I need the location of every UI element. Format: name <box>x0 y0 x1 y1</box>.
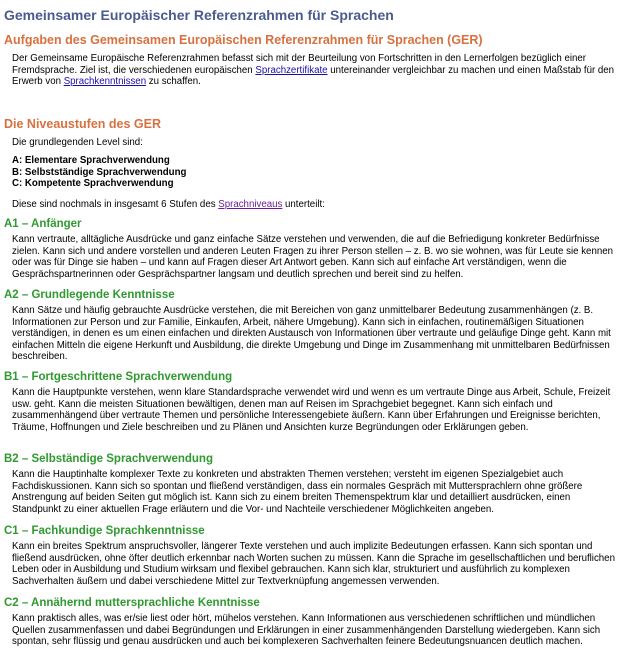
stufen-intro <box>12 199 617 211</box>
stufe-text-b1: Kann die Hauptpunkte verstehen, wenn klare Standardsprache verwendet wird und wenn es um vertraute Dinge aus Arbeit, Schule, Freizeit usw. geht. Kann die meisten Situationen bewältigen, denen man auf Reisen im Sprachgebiet begegnet. Kann sich einfach und zusammenhängend über vertraute Themen und persönliche Interessengebiete äußern. Kann über Erfahrungen und Ereignisse berichten, Träume, Hoffnungen und Ziele beschreiben und zu Plänen und Ansichten kurze Begründungen oder Erklärungen geben. <box>12 387 611 433</box>
aufgaben-text-before: Der Gemeinsame Europäische Referenzrahmen befasst sich mit der Beurteilung von Fortschritten in den Lernerfolgen bezüglich einer Fremdsprache. Ziel ist, die verschiedenen europäischen <box>12 53 587 76</box>
aufgaben-text-middle: untereinander vergleichbar zu machen und einen Maßstab für den Erwerb von <box>12 64 615 88</box>
stufe-heading-b2: B2 – Selbständige Sprachverwendung <box>4 453 213 465</box>
section-heading-niveaustufen: Die Niveaustufen des GER <box>4 117 161 131</box>
stufe-heading-c2: C2 – Annähernd muttersprachliche Kenntnisse <box>4 597 260 609</box>
sprachzertifikate-link[interactable]: Sprachzertifikate <box>255 64 328 76</box>
stufe-text-b2: Kann die Hauptinhalte komplexer Texte zu konkreten und abstrakten Themen verstehen; versteht im eigenen Spezialgebiet auch Fachdiskussionen. Kann sich so spontan und fließend verständigen, dass ein normales Gespräch mit Muttersprachlern ohne größere Anstrengung auf beiden Seiten gut möglich ist. Kann sich zu einem breiten Themenspektrum klar und detailliert ausdrücken, einen Standpunkt zu einer aktuellen Frage erläutern und die Vor- und Nachteile verschiedener Möglichkeiten angeben. <box>12 469 583 515</box>
stufe-text-a1: Kann vertraute, alltägliche Ausdrücke und ganz einfache Sätze verstehen und verwenden, die auf die Befriedigung konkreter Bedürfnisse zielen. Kann sich und andere vorstellen und anderen Leuten Fragen zu ihrer Person stellen – z. B. wo sie wohnen, was für Leute sie kennen oder was für Dinge sie haben – und kann auf Fragen dieser Art Antwort geben. Kann sich auf einfache Art verständigen, wenn die Gesprächspartnerinnen oder Gesprächspartner langsam und deutlich sprechen und bereit sind zu helfen. <box>12 234 613 280</box>
section-heading-aufgaben: Aufgaben des Gemeinsamen Europäischen Referenzrahmen für Sprachen (GER) <box>4 33 483 47</box>
level-item-c: C: Kompetente Sprachverwendung <box>12 178 174 190</box>
stufe-text-a2: Kann Sätze und häufig gebrauchte Ausdrücke verstehen, die mit Bereichen von ganz unmittelbarer Bedeutung zusammenhängen (z. B. Informationen zur Person und zur Familie, Einkaufen, Arbeit, nähere Umgebung). Kann sich in einfachen, routinemäßigen Situationen verständigen, in denen es um einen einfachen und direkten Austausch von Informationen über vertraute und geläufige Dinge geht. Kann mit einfachen Mitteln die eigene Herkunft und Ausbildung, die direkte Umgebung und Dinge im Zusammenhang mit unmittelbaren Bedürfnissen beschreiben. <box>12 305 611 363</box>
stufe-heading-b1: B1 – Fortgeschrittene Sprachverwendung <box>4 371 233 383</box>
level-list <box>12 155 186 190</box>
level-item-b: B: Selbstständige Sprachverwendung <box>12 166 187 178</box>
sprachkenntnissen-link[interactable]: Sprachkenntnissen <box>63 76 147 88</box>
stufe-text-c1: Kann ein breites Spektrum anspruchsvoller, längerer Texte verstehen und auch implizite Bedeutungen erfassen. Kann sich spontan und fließend ausdrücken, ohne öfter deutlich erkennbar nach Worten suchen zu müssen. Kann die Sprache im gesellschaftlichen und beruflichen Leben oder in Ausbildung und Studium wirksam und flexibel gebrauchen. Kann sich klar, strukturiert und ausführlich zu komplexen Sachverhalten äußern und dabei verschiedene Mittel zur Textverknüpfung angemessen verwenden. <box>12 541 615 587</box>
stufe-heading-a2: A2 – Grundlegende Kenntnisse <box>4 289 175 301</box>
stufe-heading-a1: A1 – Anfänger <box>4 218 82 230</box>
levels-intro: Die grundlegenden Level sind: <box>12 137 143 148</box>
level-item-a: A: Elementare Sprachverwendung <box>12 155 170 166</box>
page-title: Gemeinsamer Europäischer Referenzrahmen für Sprachen <box>4 7 394 23</box>
stufen-text-after: unterteilt: <box>282 199 325 210</box>
aufgaben-paragraph <box>12 53 617 88</box>
stufe-heading-c1: C1 – Fachkundige Sprachkenntnisse <box>4 525 205 537</box>
sprachniveaus-link[interactable]: Sprachniveaus <box>218 199 283 210</box>
stufen-text-before: Diese sind nochmals in insgesamt 6 Stufen des <box>12 199 219 210</box>
aufgaben-text-after: zu schaffen. <box>146 76 201 88</box>
stufe-text-c2: Kann praktisch alles, was er/sie liest oder hört, mühelos verstehen. Kann Informationen aus verschiedenen schriftlichen und mündlichen Quellen zusammenfassen und dabei Begründungen und Erklärungen in einer zusammenhängenden Darstellung wiedergeben. Kann sich spontan, sehr flüssig und genau ausdrücken und auch bei komplexeren Sachverhalten feinere Bedeutungsnuancen deutlich machen. <box>12 613 601 648</box>
